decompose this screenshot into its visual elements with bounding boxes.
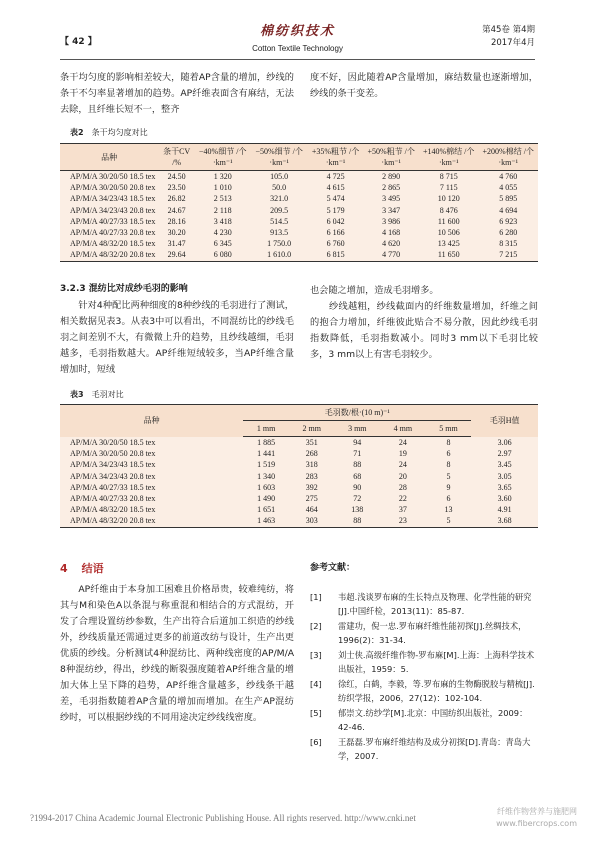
table-cell: 283	[289, 471, 335, 482]
table-cell: 209.5	[251, 205, 308, 216]
table-cell: 22	[380, 493, 426, 504]
table-row	[60, 182, 538, 193]
table-cell: AP/M/A 48/32/20 20.8 tex	[60, 249, 158, 261]
table-cell: 6 166	[308, 227, 364, 238]
table-cell: 3.65	[471, 482, 538, 493]
reference-number: [1]	[310, 592, 322, 602]
table-cell: 71	[335, 448, 381, 459]
table-row	[60, 459, 538, 470]
reference-item	[310, 677, 538, 705]
table2-title: 条干均匀度对比	[91, 128, 148, 137]
table-cell: 913.5	[251, 227, 308, 238]
table3-group-header: 毛羽数/根·(10 m)⁻¹	[243, 405, 471, 421]
table-cell: 4 760	[478, 171, 538, 183]
reference-item	[310, 706, 538, 734]
table-cell: 1 010	[195, 182, 251, 193]
table3-col-name: 品种	[60, 405, 243, 437]
issue-info	[482, 24, 535, 50]
table2-body	[60, 171, 538, 262]
reference-text: 韦超.浅谈罗布麻的生长特点及物理、化学性能的研究[J].中国纤检，2013(11)：85-87.	[338, 592, 532, 616]
table-cell: 8	[426, 459, 472, 470]
table-cell: 8 476	[419, 205, 478, 216]
table-cell: 10 506	[419, 227, 478, 238]
table-cell: 4 725	[308, 171, 364, 183]
table-cell: 6 042	[308, 216, 364, 227]
table-cell: 138	[335, 504, 381, 515]
table-cell: 6 815	[308, 249, 364, 261]
table-cell: 4 168	[363, 227, 419, 238]
table-cell: 514.5	[251, 216, 308, 227]
table-cell: 4 770	[363, 249, 419, 261]
table3-header-row-1	[60, 405, 538, 421]
watermark	[496, 806, 577, 830]
section-323-right-text: 也会随之增加，造成毛羽增多。 纱线越粗，纱线截面内的纤维数量增加，纤维之间的抱合力增加，纤维彼此贴合不易分散，因此纱线毛羽指数降低，毛羽指数减小。同时3 mm以下毛羽比较多，3 mm以上有害毛羽较少。	[310, 285, 538, 360]
table-cell: 9	[426, 482, 472, 493]
table-row	[60, 504, 538, 515]
table-cell: AP/M/A 34/23/43 18.5 tex	[60, 193, 158, 204]
table-row	[60, 238, 538, 249]
reference-text: 雷建功，倪一忠.罗布麻纤维性能初探[J].丝绸技术，1996(2)：31-34.	[338, 621, 527, 645]
table-cell: AP/M/A 34/23/43 20.8 tex	[60, 205, 158, 216]
table-cell: 4.91	[471, 504, 538, 515]
reference-text: 王磊磊.罗布麻纤维结构及成分初探[D].青岛：青岛大学，2007.	[338, 737, 531, 761]
table-cell: 1 750.0	[251, 238, 308, 249]
table2-evenness	[60, 143, 538, 262]
reference-item	[310, 735, 538, 763]
table-row	[60, 471, 538, 482]
table-cell: 351	[289, 437, 335, 449]
table-cell: 50.0	[251, 182, 308, 193]
table-cell: 2 118	[195, 205, 251, 216]
conclusion-number: 4	[60, 562, 68, 575]
table-cell: AP/M/A 48/32/20 18.5 tex	[60, 504, 243, 515]
table-cell: 392	[289, 482, 335, 493]
table-cell: 4 230	[195, 227, 251, 238]
table-cell: 4 620	[363, 238, 419, 249]
issue-date: 2017年4月	[490, 37, 535, 48]
table-cell: 3 986	[363, 216, 419, 227]
table-cell: 90	[335, 482, 381, 493]
table-cell: 464	[289, 504, 335, 515]
table-cell: 31.47	[158, 238, 195, 249]
table-cell: 23	[380, 515, 426, 527]
table-cell: 6 760	[308, 238, 364, 249]
table-cell: 3.05	[471, 471, 538, 482]
journal-masthead	[60, 22, 535, 55]
table-cell: 3.60	[471, 493, 538, 504]
intro-right-text: 度不好，因此随着AP含量增加，麻结数量也逐渐增加，纱线的条干变差。	[310, 72, 538, 99]
table-cell: 8 715	[419, 171, 478, 183]
reference-text: 刘士侠.高级纤维作物-罗布麻[M].上海：上海科学技术出版社，1959：5.	[338, 650, 535, 674]
table-cell: 321.0	[251, 193, 308, 204]
table-cell: 5	[426, 515, 472, 527]
table3-col-h: 毛羽H值	[471, 405, 538, 437]
table-row	[60, 171, 538, 183]
table2-col-header: +35%粗节 /个·km⁻¹	[308, 144, 364, 171]
table-cell: 88	[335, 515, 381, 527]
table-cell: 2 865	[363, 182, 419, 193]
table-cell: 2.97	[471, 448, 538, 459]
table-row	[60, 216, 538, 227]
references-list	[310, 590, 538, 764]
table-row	[60, 249, 538, 261]
table-cell: 6 280	[478, 227, 538, 238]
table-cell: 3.68	[471, 515, 538, 527]
reference-item	[310, 619, 538, 647]
intro-left-text: 条干均匀度的影响相差较大，随着AP含量的增加，纱线的条干不匀率显著增加的趋势。AP纤维表面含有麻结，无法去除，且纤维长短不一，整齐	[60, 72, 294, 115]
table3-hairiness	[60, 404, 538, 528]
table-cell: 29.64	[158, 249, 195, 261]
table-cell: 318	[289, 459, 335, 470]
table-cell: 8 315	[478, 238, 538, 249]
table-cell: 24.67	[158, 205, 195, 216]
table-row	[60, 448, 538, 459]
table-cell: AP/M/A 48/32/20 20.8 tex	[60, 515, 243, 527]
table-cell: 28.16	[158, 216, 195, 227]
table-cell: 8	[426, 437, 472, 449]
table-cell: 24	[380, 437, 426, 449]
table2-col-header: +50%粗节 /个·km⁻¹	[363, 144, 419, 171]
table-row	[60, 193, 538, 204]
reference-text: 郁崇文.纺纱学[M].北京：中国纺织出版社，2009：42-46.	[338, 708, 528, 732]
table-cell: 303	[289, 515, 335, 527]
table-cell: 11 650	[419, 249, 478, 261]
reference-number: [3]	[310, 650, 322, 660]
table-cell: AP/M/A 40/27/33 20.8 tex	[60, 227, 158, 238]
table-cell: AP/M/A 48/32/20 18.5 tex	[60, 238, 158, 249]
table2-col-header: −40%细节 /个·km⁻¹	[195, 144, 251, 171]
watermark-url: www.fibercrops.com	[496, 819, 577, 828]
table-cell: AP/M/A 34/23/43 20.8 tex	[60, 471, 243, 482]
table-cell: 5 179	[308, 205, 364, 216]
page-header	[60, 22, 535, 60]
table-cell: 3.06	[471, 437, 538, 449]
table-cell: 1 885	[243, 437, 289, 449]
table-cell: 1 340	[243, 471, 289, 482]
table3-body	[60, 437, 538, 528]
table-cell: 2 513	[195, 193, 251, 204]
conclusion-text: AP纤维由于本身加工困难且价格昂贵，较难纯纺，将其与M和染色A以条混与称重混和相结合的方式混纺，开发了合理设置纺纱参数，生产出符合后道加工织造的纱线外，纱线质量还需通过更多的前道改纺与设计，生产出更优质的纱线。分析测试4种混纺比、两种线密度的AP/M/A 8种混纺纱，得出，纱线的断裂强度随着AP纤维含量的增加大体上呈下降的趋势，AP纤维含量越多，纱线条干越差，毛羽指数随着AP含量的增加而增加。在生产AP混纺纱时，可以根据纱线的不同用途决定纱线线密度。	[60, 584, 294, 723]
table-cell: 37	[380, 504, 426, 515]
table-cell: AP/M/A 30/20/50 18.5 tex	[60, 171, 158, 183]
table-row	[60, 205, 538, 216]
reference-text: 徐红，白鹤，李毅，等.罗布麻的生物酶脱胶与精梳[J].纺织学报，2006，27(12)：102-104.	[338, 679, 535, 703]
header-rule	[60, 59, 535, 60]
table-cell: 4 055	[478, 182, 538, 193]
table2-col-header: −50%细节 /个·km⁻¹	[251, 144, 308, 171]
reference-number: [2]	[310, 621, 322, 631]
table-cell: 4 694	[478, 205, 538, 216]
table2-col-header: +140%棉结 /个·km⁻¹	[419, 144, 478, 171]
table-cell: 5 895	[478, 193, 538, 204]
intro-left-column	[60, 70, 294, 118]
table2-col-header: 条干CV /%	[158, 144, 195, 171]
table-cell: 5 474	[308, 193, 364, 204]
table-row	[60, 437, 538, 449]
table-cell: 105.0	[251, 171, 308, 183]
table-cell: 6 080	[195, 249, 251, 261]
table-row	[60, 227, 538, 238]
table-cell: 5	[426, 471, 472, 482]
table-cell: 10 120	[419, 193, 478, 204]
table-cell: 3 418	[195, 216, 251, 227]
volume-issue: 第45卷 第4期	[482, 25, 535, 35]
journal-title-cn: 棉纺织技术	[259, 24, 335, 39]
table-cell: 6 345	[195, 238, 251, 249]
table-cell: 13	[426, 504, 472, 515]
table-cell: 1 651	[243, 504, 289, 515]
table-cell: 1 603	[243, 482, 289, 493]
table-cell: 6	[426, 448, 472, 459]
table-cell: 2 890	[363, 171, 419, 183]
table-cell: 6	[426, 493, 472, 504]
table-cell: 7 215	[478, 249, 538, 261]
conclusion-title: 结语	[81, 562, 104, 575]
table-cell: 7 115	[419, 182, 478, 193]
table-cell: 88	[335, 459, 381, 470]
table3-subheader: 1 mm	[243, 421, 289, 437]
table-cell: 1 490	[243, 493, 289, 504]
section-323-left-text: 针对4种配比两种细度的8种纱线的毛羽进行了测试，相关数据见表3。从表3中可以看出，不同混纺比的纱线毛羽之间差别不大，有微微上升的趋势，且纱线越细，毛羽越多，毛羽指数越大。AP纤维短绒较多，当AP纤维含量增加时，短绒	[60, 299, 294, 375]
reference-number: [6]	[310, 737, 322, 747]
table-cell: 30.20	[158, 227, 195, 238]
table-cell: AP/M/A 40/27/33 20.8 tex	[60, 493, 243, 504]
table2-col-header: 品种	[60, 144, 158, 171]
reference-item	[310, 648, 538, 676]
table3-caption	[70, 389, 124, 401]
section-323-right	[310, 283, 538, 363]
table2-header-row	[60, 144, 538, 171]
table-cell: AP/M/A 30/20/50 20.8 tex	[60, 448, 243, 459]
table-cell: AP/M/A 40/27/33 18.5 tex	[60, 216, 158, 227]
section-323-heading: 3.2.3 混纺比对成纱毛羽的影响	[60, 284, 188, 294]
table-cell: 6 923	[478, 216, 538, 227]
table-cell: AP/M/A 30/20/50 18.5 tex	[60, 437, 243, 449]
table-row	[60, 482, 538, 493]
reference-number: [5]	[310, 708, 322, 718]
conclusion-column	[60, 582, 294, 726]
table-cell: 13 425	[419, 238, 478, 249]
references-title: 参考文献：	[310, 563, 356, 573]
journal-title-en: Cotton Textile Technology	[252, 43, 343, 53]
reference-number: [4]	[310, 679, 322, 689]
table2-col-header: +200%棉结 /个·km⁻¹	[478, 144, 538, 171]
table-cell: 68	[335, 471, 381, 482]
conclusion-heading	[60, 561, 104, 578]
table-cell: 20	[380, 471, 426, 482]
table-cell: AP/M/A 34/23/43 18.5 tex	[60, 459, 243, 470]
table-cell: 268	[289, 448, 335, 459]
table3-subheader: 3 mm	[335, 421, 381, 437]
table-cell: 24.50	[158, 171, 195, 183]
table-cell: 3 347	[363, 205, 419, 216]
table-cell: 19	[380, 448, 426, 459]
table-row	[60, 493, 538, 504]
table3-subheader: 5 mm	[426, 421, 472, 437]
copyright-footer: ?1994-2017 China Academic Journal Electronic Publishing House. All rights reserved. http://www.cnki.net	[30, 813, 416, 823]
table-cell: 1 519	[243, 459, 289, 470]
watermark-cn: 纤维作物营养与施肥网	[497, 807, 577, 816]
table-cell: 275	[289, 493, 335, 504]
intro-right-column	[310, 70, 538, 102]
table-row	[60, 515, 538, 527]
table-cell: 1 320	[195, 171, 251, 183]
table3-label: 表3	[70, 390, 84, 399]
table3-subheader: 4 mm	[380, 421, 426, 437]
table-cell: 28	[380, 482, 426, 493]
table-cell: AP/M/A 30/20/50 20.8 tex	[60, 182, 158, 193]
table-cell: 1 463	[243, 515, 289, 527]
table-cell: 1 441	[243, 448, 289, 459]
table-cell: 1 610.0	[251, 249, 308, 261]
table-cell: 94	[335, 437, 381, 449]
table3-subheader: 2 mm	[289, 421, 335, 437]
table-cell: 3.45	[471, 459, 538, 470]
table-cell: 3 495	[363, 193, 419, 204]
table-cell: 24	[380, 459, 426, 470]
table-cell: 4 615	[308, 182, 364, 193]
table-cell: 26.82	[158, 193, 195, 204]
reference-item	[310, 590, 538, 618]
page-number: 【 42 】	[60, 37, 97, 47]
table-cell: 72	[335, 493, 381, 504]
table-cell: AP/M/A 40/27/33 18.5 tex	[60, 482, 243, 493]
table2-caption	[70, 127, 148, 139]
table3-title: 毛羽对比	[91, 390, 124, 399]
table-cell: 23.50	[158, 182, 195, 193]
section-323-left	[60, 283, 294, 378]
table2-label: 表2	[70, 128, 84, 137]
table-cell: 11 600	[419, 216, 478, 227]
